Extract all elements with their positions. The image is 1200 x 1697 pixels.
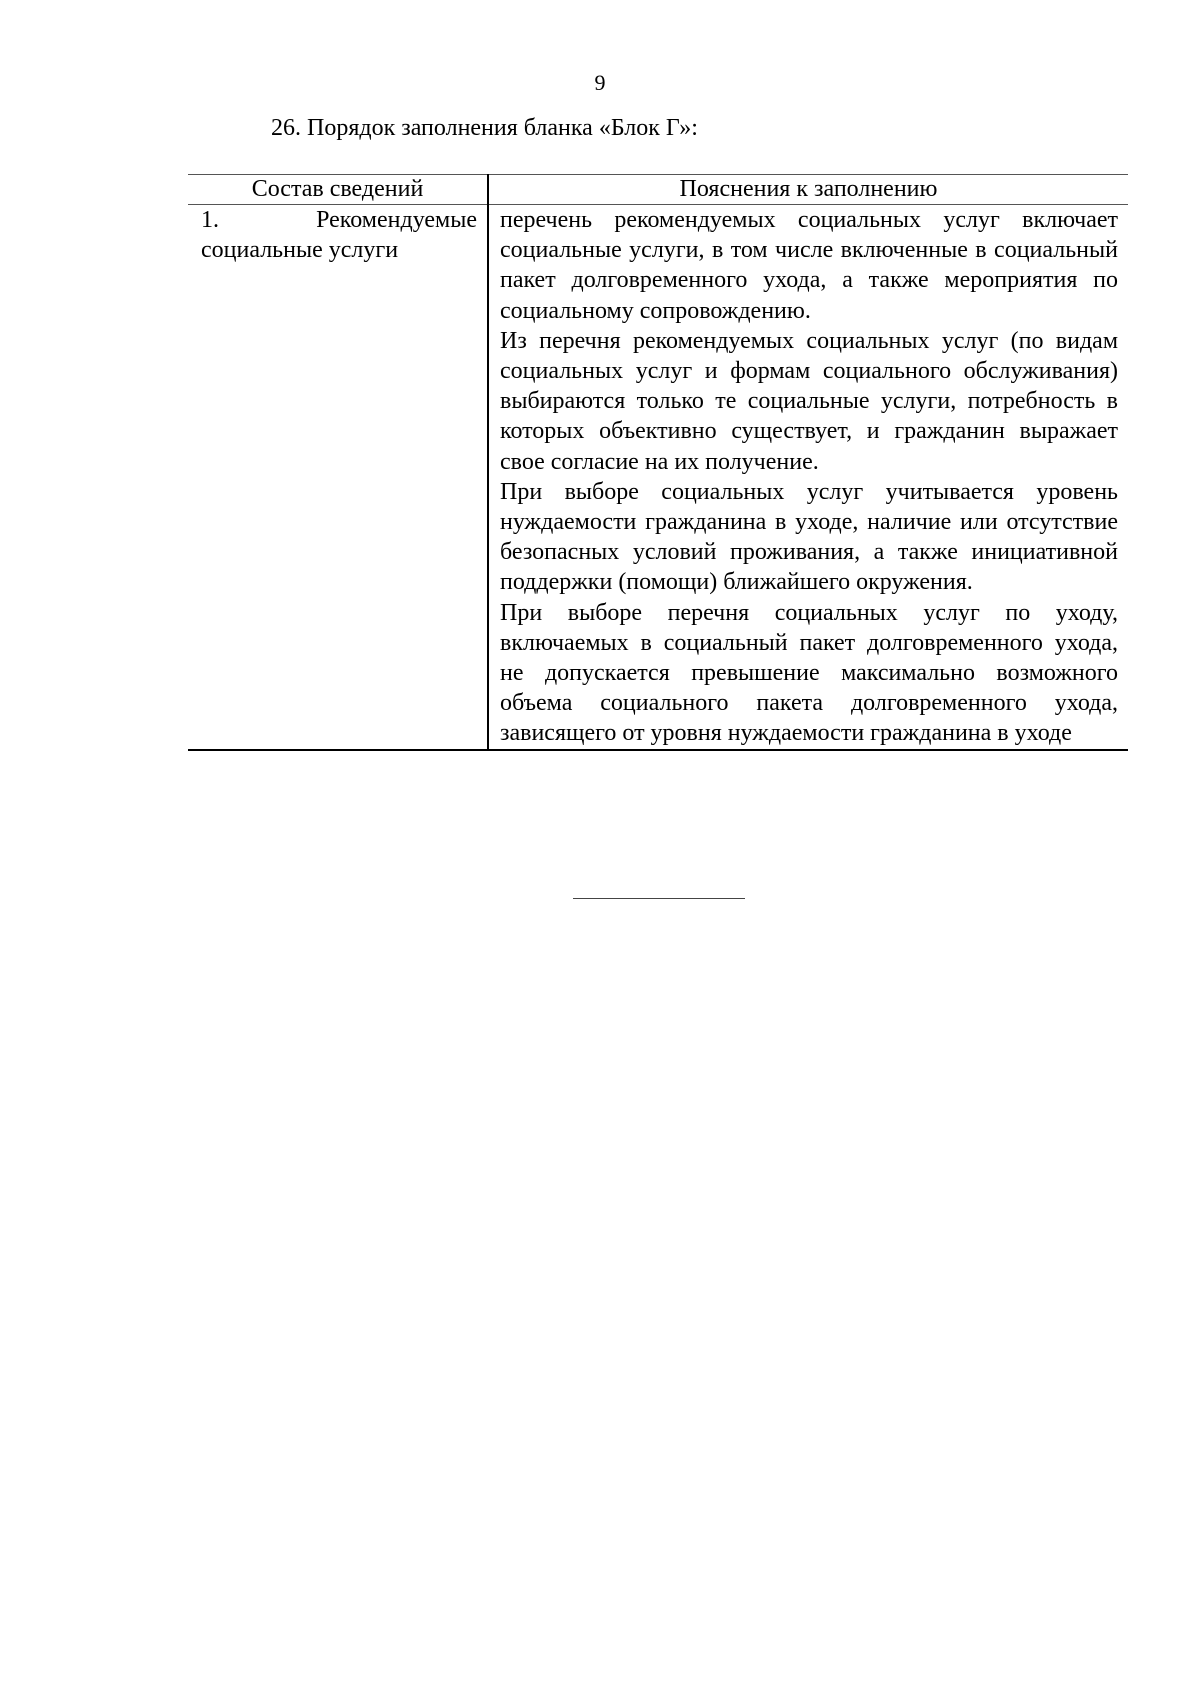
row-item-cell bbox=[188, 205, 488, 750]
end-of-document-rule bbox=[573, 898, 745, 899]
instructions-table bbox=[188, 174, 1128, 751]
explanation-paragraph: При выборе перечня социальных услуг по уходу, включаемых в социальный пакет долговременного ухода, не допускается превышение максимально возможного объема социального пакета долговременного ухода, зависящего от уровня нуждаемости гражданина в уходе bbox=[500, 599, 1118, 747]
table-row bbox=[188, 205, 1128, 750]
column-header-composition: Состав сведений bbox=[188, 175, 488, 205]
row-explanation-cell bbox=[488, 205, 1128, 750]
row-item-label: 1. Рекомендуемые социальные услуги bbox=[201, 207, 477, 264]
explanation-paragraph: При выборе социальных услуг учитывается уровень нуждаемости гражданина в уходе, наличие или отсутствие безопасных условий проживания, а также инициативной поддержки (помощи) ближайшего окружения. bbox=[500, 478, 1118, 596]
section-heading: 26. Порядок заполнения бланка «Блок Г»: bbox=[271, 115, 698, 141]
explanation-paragraph: Из перечня рекомендуемых социальных услуг (по видам социальных услуг и формам социального обслуживания) выбираются только те социальные услуги, потребность в которых объективно существует, и гражданин выражает свое согласие на их получение. bbox=[500, 327, 1118, 475]
page-number: 9 bbox=[594, 70, 606, 95]
column-header-explanations: Пояснения к заполнению bbox=[488, 175, 1128, 205]
explanation-paragraph: перечень рекомендуемых социальных услуг включает социальные услуги, в том числе включенные в социальный пакет долговременного ухода, а также мероприятия по социальному сопровождению. bbox=[500, 207, 1118, 324]
table-header-row bbox=[188, 175, 1128, 205]
